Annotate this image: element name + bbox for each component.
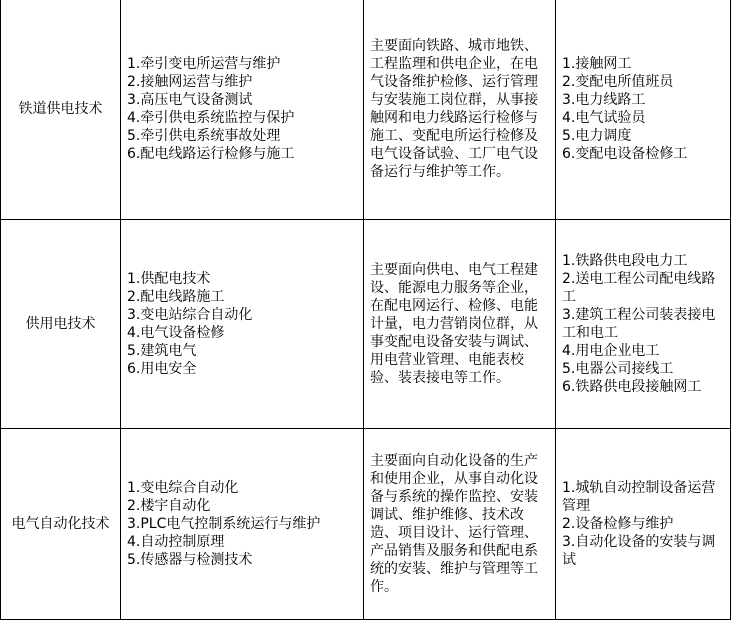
job-item: 3.自动化设备的安装与调试 [562, 534, 716, 568]
major-name: 供用电技术 [1, 220, 121, 429]
course-item: 3.PLC电气控制系统运行与维护 [127, 516, 321, 532]
job-item: 1.城轨自动控制设备运营管理 [562, 480, 716, 514]
core-courses [121, 0, 364, 220]
job-item: 1.铁路供电段电力工 [562, 253, 688, 269]
course-item: 5.建筑电气 [127, 343, 197, 359]
job-item: 4.电气试验员 [562, 110, 646, 126]
course-item: 4.牵引供电系统监控与保护 [127, 110, 295, 126]
core-courses [121, 429, 364, 620]
course-item: 6.配电线路运行检修与施工 [127, 146, 295, 162]
job-item: 4.用电企业电工 [562, 343, 660, 359]
major-name: 铁道供电技术 [1, 0, 121, 220]
job-item: 6.变配电设备检修工 [562, 146, 688, 162]
course-item: 4.电气设备检修 [127, 325, 225, 341]
employment-description [364, 220, 556, 429]
job-item: 6.铁路供电段接触网工 [562, 379, 702, 395]
job-item: 3.建筑工程公司装表接电工和电工 [562, 307, 716, 341]
course-item: 5.牵引供电系统事故处理 [127, 128, 281, 144]
course-item: 2.楼宇自动化 [127, 498, 211, 514]
course-item: 2.配电线路施工 [127, 289, 225, 305]
description-text: 主要面向供电、电气工程建设、能源电力服务等企业，在配电网运行、检修、电能计量，电力营销岗位群，从事变配电设备安装与调试、用电营业管理、电能表校验、装表接电等工作。 [370, 262, 538, 386]
major-name: 电气自动化技术 [1, 429, 121, 620]
job-item: 3.电力线路工 [562, 92, 646, 108]
course-item: 4.自动控制原理 [127, 534, 225, 550]
job-item: 2.设备检修与维护 [562, 516, 674, 532]
job-item: 2.送电工程公司配电线路工 [562, 271, 716, 305]
job-item: 1.接触网工 [562, 56, 632, 72]
table-row [1, 429, 731, 620]
course-item: 1.供配电技术 [127, 271, 211, 287]
course-item: 6.用电安全 [127, 361, 197, 377]
job-positions [556, 0, 731, 220]
table-row [1, 220, 731, 429]
course-item: 3.变电站综合自动化 [127, 307, 253, 323]
employment-description [364, 429, 556, 620]
job-positions [556, 429, 731, 620]
job-item: 5.电力调度 [562, 128, 632, 144]
course-item: 1.变电综合自动化 [127, 480, 239, 496]
description-text: 主要面向铁路、城市地铁、工程监理和供电企业，在电气设备维护检修、运行管理与安装施工岗位群，从事接触网和电力线路运行检修与施工、变配电所运行检修及电气设备试验、工厂电气设备运行与维护等工作。 [370, 38, 538, 180]
course-item: 3.高压电气设备测试 [127, 92, 253, 108]
core-courses [121, 220, 364, 429]
course-item: 2.接触网运营与维护 [127, 74, 253, 90]
job-item: 5.电器公司接线工 [562, 361, 674, 377]
job-positions [556, 220, 731, 429]
course-item: 5.传感器与检测技术 [127, 552, 253, 568]
course-item: 1.牵引变电所运营与维护 [127, 56, 281, 72]
table-row [1, 0, 731, 220]
job-item: 2.变配电所值班员 [562, 74, 674, 90]
description-text: 主要面向自动化设备的生产和使用企业，从事自动化设备与系统的操作监控、安装调试、维护维修、技术改造、项目设计、运行管理、产品销售及服务和供配电系统的安装、维护与管理等工作。 [370, 453, 538, 595]
employment-description [364, 0, 556, 220]
